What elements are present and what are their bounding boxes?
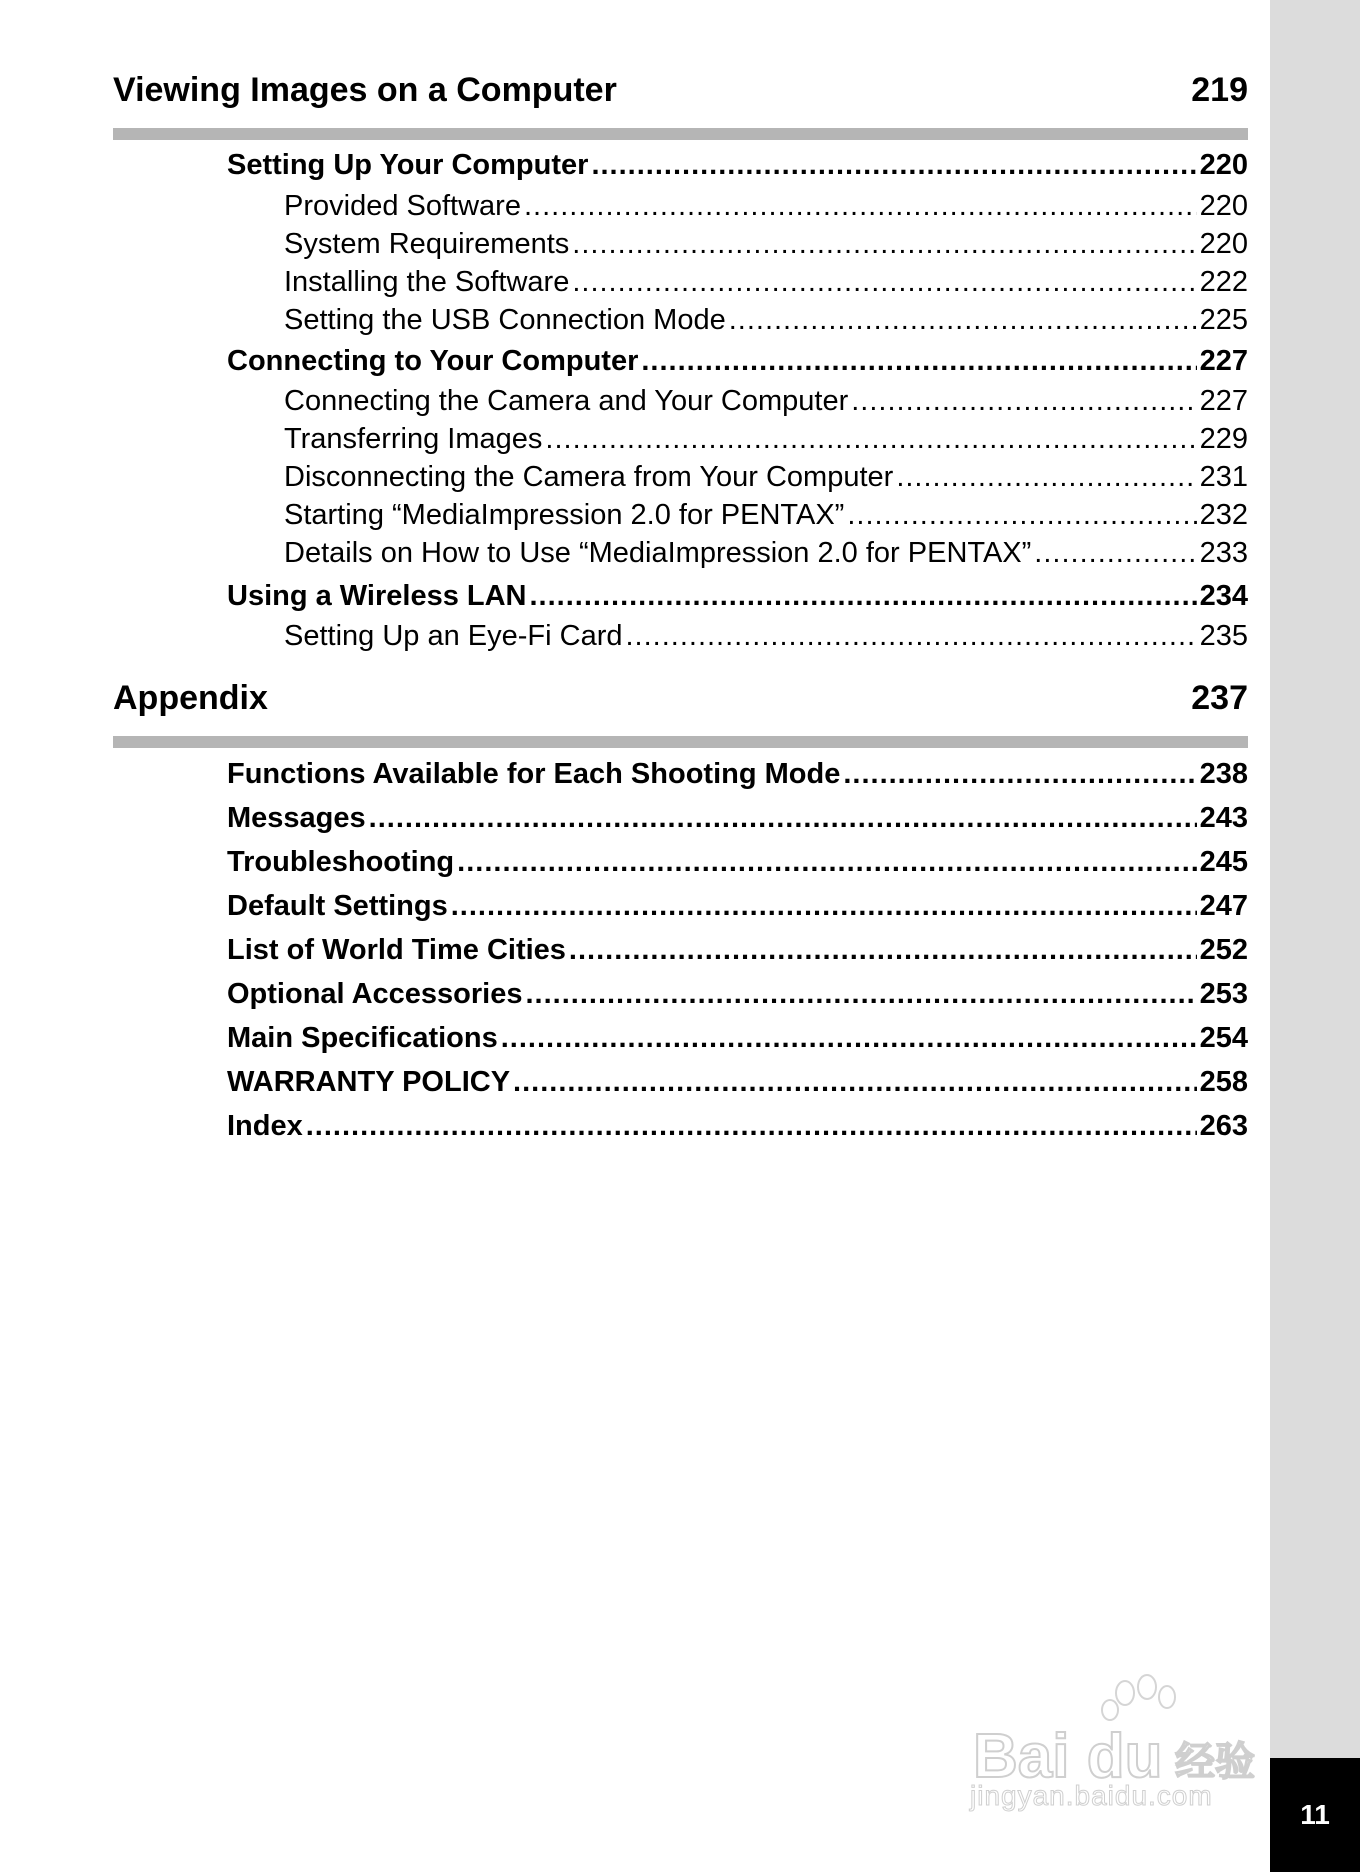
toc-entry-title: Installing the Software: [284, 266, 570, 298]
toc-entry-title: Details on How to Use “MediaImpression 2.0 for PENTAX”: [284, 537, 1032, 569]
leader-dots: [851, 387, 1196, 416]
watermark-url: jingyan.baidu.com: [970, 1780, 1213, 1811]
toc-subentry[interactable]: [284, 539, 1248, 568]
toc-entry-title: Provided Software: [284, 190, 521, 222]
toc-entry-page: 252: [1199, 934, 1248, 966]
toc-subentry[interactable]: [284, 622, 1248, 651]
leader-dots: [896, 463, 1196, 492]
toc-entry-page: 232: [1199, 499, 1248, 531]
toc-entry-title: Connecting the Camera and Your Computer: [284, 385, 849, 417]
chapter-heading-appendix: [113, 681, 1248, 715]
toc-entry[interactable]: [227, 848, 1248, 877]
toc-entry[interactable]: [227, 804, 1248, 833]
toc-entry-page: 243: [1199, 802, 1248, 834]
toc-entry-page: 231: [1199, 461, 1248, 493]
toc-entry[interactable]: [227, 1068, 1248, 1097]
leader-dots: [513, 1068, 1197, 1097]
toc-entry-page: 222: [1199, 266, 1248, 298]
toc-subentry[interactable]: [284, 387, 1248, 416]
toc-entry-page: 220: [1199, 149, 1248, 181]
toc-entry-title: Disconnecting the Camera from Your Computer: [284, 461, 894, 493]
toc-entry[interactable]: [227, 582, 1248, 611]
chapter-title: Viewing Images on a Computer: [113, 71, 617, 109]
leader-dots: [451, 892, 1197, 921]
leader-dots: [572, 230, 1196, 259]
toc-entry-page: 247: [1199, 890, 1248, 922]
chapter-page: 237: [1191, 679, 1248, 717]
toc-entry-page: 225: [1199, 304, 1248, 336]
leader-dots: [572, 268, 1196, 297]
toc-entry-title: Setting Up an Eye-Fi Card: [284, 620, 623, 652]
leader-dots: [843, 760, 1196, 789]
toc-entry-page: 254: [1199, 1022, 1248, 1054]
toc-entry-page: 233: [1199, 537, 1248, 569]
toc-entry-title: Troubleshooting: [227, 846, 455, 878]
leader-dots: [847, 501, 1196, 530]
toc-subentry[interactable]: [284, 230, 1248, 259]
toc-subentry[interactable]: [284, 425, 1248, 454]
toc-entry-title: System Requirements: [284, 228, 570, 260]
toc-entry[interactable]: [227, 760, 1248, 789]
toc-entry-page: 235: [1199, 620, 1248, 652]
chapter-title: Appendix: [113, 679, 268, 717]
toc-entry-page: 238: [1199, 758, 1248, 790]
toc-entry[interactable]: [227, 1024, 1248, 1053]
toc-entry-title: Optional Accessories: [227, 978, 523, 1010]
leader-dots: [591, 151, 1196, 180]
svg-text:经验: 经验: [1175, 1739, 1255, 1785]
toc-entry-page: 220: [1199, 190, 1248, 222]
toc-entry-title: Messages: [227, 802, 366, 834]
toc-entry-title: Setting Up Your Computer: [227, 149, 589, 181]
toc-entry-title: Transferring Images: [284, 423, 543, 455]
toc-entry-page: 227: [1199, 345, 1248, 377]
toc-entry-page: 227: [1199, 385, 1248, 417]
toc-entry-title: Default Settings: [227, 890, 448, 922]
toc-entry-page: 253: [1199, 978, 1248, 1010]
toc-entry-page: 263: [1199, 1110, 1248, 1142]
leader-dots: [545, 425, 1196, 454]
toc-entry[interactable]: [227, 1112, 1248, 1141]
toc-entry[interactable]: [227, 892, 1248, 921]
side-margin-strip: [1270, 0, 1360, 1872]
svg-text:Bai du: Bai du: [973, 1722, 1163, 1791]
leader-dots: [457, 848, 1196, 877]
leader-dots: [530, 582, 1197, 611]
leader-dots: [501, 1024, 1197, 1053]
toc-subentry[interactable]: [284, 463, 1248, 492]
toc-entry-page: 245: [1199, 846, 1248, 878]
toc-subentry[interactable]: [284, 268, 1248, 297]
toc-subentry[interactable]: [284, 192, 1248, 221]
leader-dots: [729, 306, 1197, 335]
leader-dots: [525, 980, 1196, 1009]
toc-entry-title: Functions Available for Each Shooting Mode: [227, 758, 841, 790]
page-number: 11: [1300, 1799, 1330, 1830]
toc-entry-title: Index: [227, 1110, 303, 1142]
leader-dots: [625, 622, 1196, 651]
toc-subentry[interactable]: [284, 306, 1248, 335]
toc-entry-page: 229: [1199, 423, 1248, 455]
toc-entry-title: Connecting to Your Computer: [227, 345, 639, 377]
toc-entry[interactable]: [227, 151, 1248, 180]
toc-entry-title: Setting the USB Connection Mode: [284, 304, 726, 336]
leader-dots: [1034, 539, 1196, 568]
leader-dots: [306, 1112, 1197, 1141]
toc-entry-page: 258: [1199, 1066, 1248, 1098]
leader-dots: [569, 936, 1197, 965]
leader-dots: [369, 804, 1197, 833]
toc-entry[interactable]: [227, 347, 1248, 376]
toc-subentry[interactable]: [284, 501, 1248, 530]
toc-entry-title: Starting “MediaImpression 2.0 for PENTAX”: [284, 499, 845, 531]
toc-entry-title: List of World Time Cities: [227, 934, 566, 966]
chapter-heading-viewing-images: [113, 73, 1248, 107]
chapter-rule: [113, 128, 1248, 140]
leader-dots: [524, 192, 1197, 221]
toc-entry-title: Main Specifications: [227, 1022, 498, 1054]
toc-entry-page: 220: [1199, 228, 1248, 260]
toc-entry[interactable]: [227, 980, 1248, 1009]
toc-entry-page: 234: [1199, 580, 1248, 612]
page-number-tab: [1270, 1758, 1360, 1872]
chapter-page: 219: [1191, 71, 1248, 109]
leader-dots: [641, 347, 1196, 376]
chapter-rule: [113, 736, 1248, 748]
toc-entry-title: WARRANTY POLICY: [227, 1066, 511, 1098]
toc-entry[interactable]: [227, 936, 1248, 965]
toc-entry-title: Using a Wireless LAN: [227, 580, 527, 612]
